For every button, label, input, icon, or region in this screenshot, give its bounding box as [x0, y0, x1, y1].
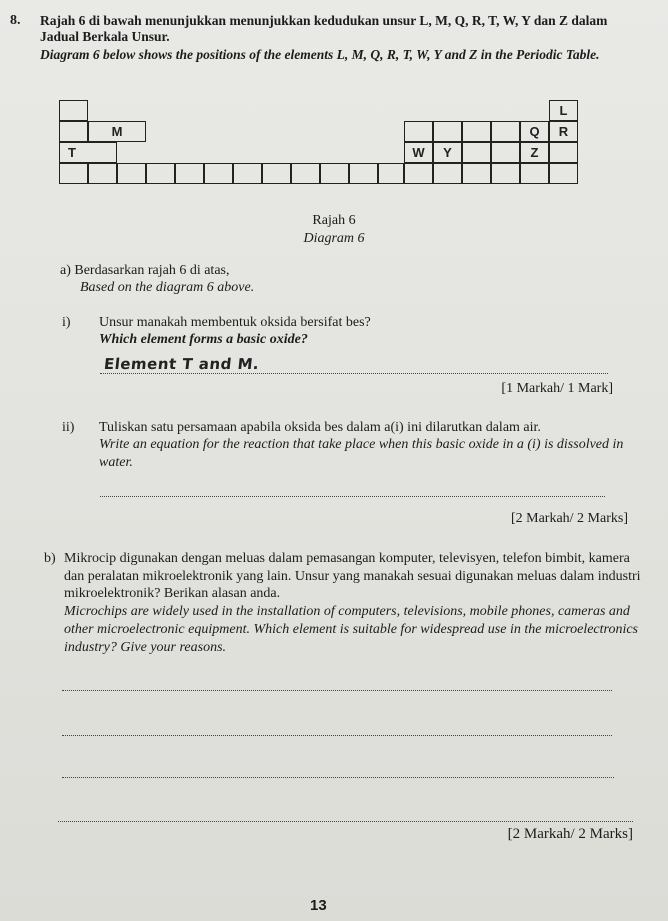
part-a-ii-marks: [2 Markah/ 2 Marks]: [510, 511, 628, 526]
pt-cell: [320, 163, 349, 184]
pt-cell-Q: Q: [520, 121, 549, 142]
pt-cell-M: M: [88, 121, 146, 142]
intro-english: Diagram 6 below shows the positions of the elements L, M, Q, R, T, W, Y and Z in the Periodic Table.: [40, 47, 600, 62]
part-a-i-marks: [1 Markah/ 1 Mark]: [501, 381, 613, 396]
page-number: 13: [310, 897, 327, 914]
pt-cell: [404, 163, 433, 184]
diagram-caption-english: Diagram 6: [303, 231, 365, 246]
pt-cell-L: L: [549, 100, 578, 121]
part-a-i-malay: Unsur manakah membentuk oksida bersifat bes?: [99, 315, 371, 330]
part-a-stem-english: Based on the diagram 6 above.: [80, 280, 255, 295]
diagram-caption-malay: Rajah 6: [312, 213, 356, 228]
question-number: 8.: [10, 13, 21, 28]
pt-cell: [549, 163, 578, 184]
pt-cell: [491, 163, 520, 184]
answer-line: [100, 496, 605, 497]
part-b-number: b): [44, 551, 56, 566]
pt-cell: [462, 163, 491, 184]
pt-cell: [462, 121, 491, 142]
part-a-stem-malay: a) Berdasarkan rajah 6 di atas,: [60, 263, 230, 278]
pt-cell: [175, 163, 204, 184]
pt-cell: [349, 163, 378, 184]
part-a-i-number: i): [62, 315, 71, 330]
part-b-malay: Mikrocip digunakan dengan meluas dalam pemasangan komputer, televisyen, telefon bimbit, kamera dan peralatan mikroelektronik yang lain. Unsur yang manakah sesuai digunakan meluas dalam industri mikroelektronik? Berikan alasan anda.: [64, 551, 641, 601]
pt-cell-Y: Y: [433, 142, 462, 163]
pt-cell: [117, 163, 146, 184]
handwritten-answer: Element T and M.: [103, 355, 261, 373]
pt-cell: [291, 163, 320, 184]
pt-cell: [59, 100, 88, 121]
pt-cell: [549, 142, 578, 163]
part-a-ii-malay: Tuliskan satu persamaan apabila oksida bes dalam a(i) ini dilarutkan dalam air.: [99, 420, 541, 435]
pt-cell: [404, 121, 433, 142]
pt-cell: [204, 163, 233, 184]
pt-cell-W: W: [404, 142, 433, 163]
part-b-marks: [2 Markah/ 2 Marks]: [507, 826, 633, 842]
part-a-ii-number: ii): [62, 420, 75, 435]
pt-cell-R: R: [549, 121, 578, 142]
part-a-ii-english: Write an equation for the reaction that take place when this basic oxide in a (i) is dissolved in water.: [99, 437, 624, 470]
pt-cell: [88, 163, 117, 184]
answer-line: [62, 690, 612, 691]
answer-line: [58, 821, 633, 822]
pt-cell: [59, 163, 88, 184]
pt-cell: [520, 163, 549, 184]
intro-malay: Rajah 6 di bawah menunjukkan menunjukkan kedudukan unsur L, M, Q, R, T, W, Y dan Z dalam Jadual Berkala Unsur.: [40, 13, 608, 44]
pt-cell: [59, 121, 88, 142]
answer-line: [62, 777, 614, 778]
pt-cell: [233, 163, 262, 184]
pt-cell-Z: Z: [520, 142, 549, 163]
pt-cell: [433, 163, 462, 184]
pt-cell: [491, 121, 520, 142]
pt-cell: [433, 121, 462, 142]
answer-line: [62, 735, 612, 736]
pt-cell: [146, 163, 175, 184]
pt-cell: [262, 163, 291, 184]
answer-line: [100, 373, 608, 374]
part-a-i-english: Which element forms a basic oxide?: [99, 332, 308, 347]
pt-cell: [378, 163, 404, 184]
pt-cell: [491, 142, 520, 163]
pt-cell: [462, 142, 491, 163]
pt-cell-T: T: [59, 142, 117, 163]
part-b-english: Microchips are widely used in the installation of computers, televisions, mobile phones, cameras and other microelectronic equipment. Which element is suitable for widespread use in the microelectronics industry? Give your reasons.: [64, 604, 638, 655]
